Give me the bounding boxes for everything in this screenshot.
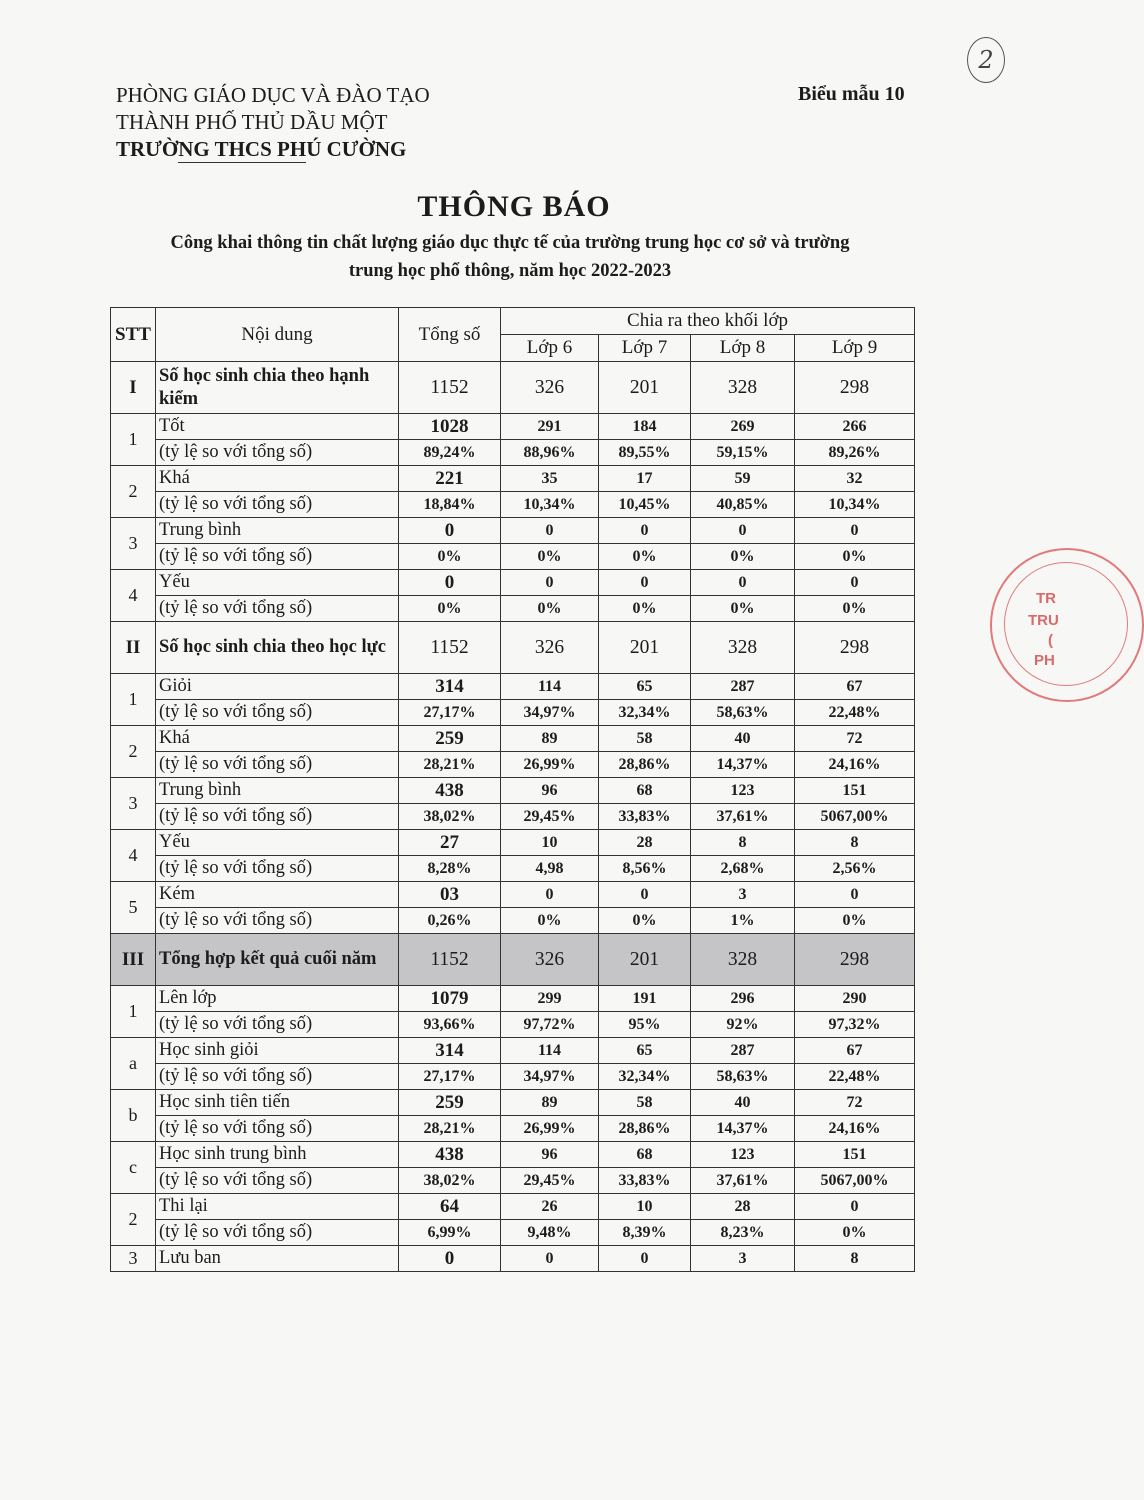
handwritten-page-number: 2 [967, 37, 1005, 83]
row-grade-cell: 33,83% [599, 1168, 691, 1194]
row-grade-cell: 10,45% [599, 492, 691, 518]
row-grade-cell: 97,32% [795, 1012, 915, 1038]
row-grade-cell: 201 [599, 934, 691, 986]
row-grade-cell: 0% [795, 908, 915, 934]
row-grade-cell: 291 [501, 414, 599, 440]
table-row [111, 986, 915, 1012]
row-stt: III [111, 934, 156, 986]
row-total-cell: 28,21% [399, 1116, 501, 1142]
row-grade-cell: 68 [599, 778, 691, 804]
table-row-ratio [111, 1220, 915, 1246]
row-total-cell: 1152 [399, 622, 501, 674]
row-grade-cell: 2,68% [691, 856, 795, 882]
row-total-cell: 0,26% [399, 908, 501, 934]
row-grade-cell: 191 [599, 986, 691, 1012]
row-total-cell: 221 [399, 466, 501, 492]
table-row-ratio [111, 752, 915, 778]
table-row [111, 830, 915, 856]
row-label: (tỷ lệ so với tổng số) [156, 596, 399, 622]
row-total-cell: 1028 [399, 414, 501, 440]
row-total-cell: 259 [399, 726, 501, 752]
row-grade-cell: 299 [501, 986, 599, 1012]
row-label: Tốt [156, 414, 399, 440]
row-grade-cell: 89 [501, 726, 599, 752]
row-grade-cell: 0 [501, 1246, 599, 1272]
row-grade-cell: 59 [691, 466, 795, 492]
row-grade-cell: 10,34% [795, 492, 915, 518]
row-stt: II [111, 622, 156, 674]
row-stt: a [111, 1038, 156, 1090]
row-grade-cell: 96 [501, 778, 599, 804]
table-row-ratio [111, 1116, 915, 1142]
table-row [111, 1142, 915, 1168]
row-total-cell: 89,24% [399, 440, 501, 466]
row-grade-cell: 14,37% [691, 1116, 795, 1142]
row-grade-cell: 5067,00% [795, 804, 915, 830]
seal-text: PH [1034, 652, 1055, 669]
school-name: TRƯỜNG THCS PHÚ CƯỜNG [116, 137, 407, 161]
row-grade-cell: 33,83% [599, 804, 691, 830]
table-row [111, 1038, 915, 1064]
table-row-ratio [111, 492, 915, 518]
row-stt: 1 [111, 414, 156, 466]
row-grade-cell: 68 [599, 1142, 691, 1168]
row-label: Giỏi [156, 674, 399, 700]
row-grade-cell: 5067,00% [795, 1168, 915, 1194]
row-total-cell: 438 [399, 1142, 501, 1168]
row-grade-cell: 67 [795, 674, 915, 700]
row-total-cell: 38,02% [399, 1168, 501, 1194]
row-grade-cell: 328 [691, 362, 795, 414]
row-grade-cell: 114 [501, 1038, 599, 1064]
row-grade-cell: 0% [599, 908, 691, 934]
row-stt: 4 [111, 830, 156, 882]
row-label: Kém [156, 882, 399, 908]
row-stt: 4 [111, 570, 156, 622]
row-total-cell: 1152 [399, 934, 501, 986]
row-grade-cell: 59,15% [691, 440, 795, 466]
row-label: (tỷ lệ so với tổng số) [156, 752, 399, 778]
row-grade-cell: 328 [691, 934, 795, 986]
row-grade-cell: 0 [599, 882, 691, 908]
row-label: Lên lớp [156, 986, 399, 1012]
table-row-ratio [111, 1012, 915, 1038]
section-row [111, 362, 915, 414]
row-grade-cell: 151 [795, 1142, 915, 1168]
row-grade-cell: 151 [795, 778, 915, 804]
row-label: Tổng hợp kết quả cuối năm [156, 934, 399, 986]
row-grade-cell: 298 [795, 622, 915, 674]
row-grade-cell: 28 [599, 830, 691, 856]
row-label: (tỷ lệ so với tổng số) [156, 1220, 399, 1246]
row-grade-cell: 10,34% [501, 492, 599, 518]
row-total-cell: 27,17% [399, 700, 501, 726]
seal-text: ( [1048, 632, 1053, 649]
row-label: (tỷ lệ so với tổng số) [156, 544, 399, 570]
org-line-1: PHÒNG GIÁO DỤC VÀ ĐÀO TẠO [116, 83, 430, 107]
row-label: (tỷ lệ so với tổng số) [156, 1064, 399, 1090]
row-grade-cell: 0% [691, 544, 795, 570]
row-grade-cell: 34,97% [501, 700, 599, 726]
row-label: Trung bình [156, 518, 399, 544]
subtitle-line-2: trung học phổ thông, năm học 2022-2023 [348, 261, 672, 281]
org-line-2: THÀNH PHỐ THỦ DẦU MỘT [116, 110, 388, 134]
row-total-cell: 259 [399, 1090, 501, 1116]
row-grade-cell: 0% [691, 596, 795, 622]
row-label: (tỷ lệ so với tổng số) [156, 492, 399, 518]
row-grade-cell: 95% [599, 1012, 691, 1038]
row-grade-cell: 58,63% [691, 700, 795, 726]
table-row-ratio [111, 544, 915, 570]
row-grade-cell: 326 [501, 622, 599, 674]
seal-text: TR [1036, 590, 1056, 607]
row-grade-cell: 0 [501, 882, 599, 908]
row-grade-cell: 298 [795, 934, 915, 986]
row-grade-cell: 290 [795, 986, 915, 1012]
table-row-ratio [111, 908, 915, 934]
row-total-cell: 314 [399, 674, 501, 700]
row-grade-cell: 89,26% [795, 440, 915, 466]
row-stt: 2 [111, 726, 156, 778]
subtitle-line-1: Công khai thông tin chất lượng giáo dục thực tế của trường trung học cơ sở và trường [170, 233, 850, 253]
table-row [111, 518, 915, 544]
table-row-ratio [111, 700, 915, 726]
row-total-cell: 28,21% [399, 752, 501, 778]
row-total-cell: 03 [399, 882, 501, 908]
row-grade-cell: 29,45% [501, 1168, 599, 1194]
row-grade-cell: 37,61% [691, 804, 795, 830]
table-row-ratio [111, 1064, 915, 1090]
row-label: Học sinh giỏi [156, 1038, 399, 1064]
row-grade-cell: 40 [691, 726, 795, 752]
row-label: Số học sinh chia theo học lực [156, 622, 399, 674]
row-grade-cell: 269 [691, 414, 795, 440]
row-grade-cell: 8,23% [691, 1220, 795, 1246]
row-total-cell: 438 [399, 778, 501, 804]
row-grade-cell: 0% [795, 1220, 915, 1246]
row-grade-cell: 328 [691, 622, 795, 674]
row-grade-cell: 29,45% [501, 804, 599, 830]
form-number: Biểu mẫu 10 [798, 83, 905, 105]
row-stt: 1 [111, 674, 156, 726]
header-grade-9: Lớp 9 [795, 335, 915, 362]
row-grade-cell: 26 [501, 1194, 599, 1220]
header-grade-6: Lớp 6 [501, 335, 599, 362]
row-label: Yếu [156, 830, 399, 856]
row-grade-cell: 201 [599, 362, 691, 414]
row-stt: 1 [111, 986, 156, 1038]
row-total-cell: 0% [399, 544, 501, 570]
row-grade-cell: 97,72% [501, 1012, 599, 1038]
row-grade-cell: 0% [501, 544, 599, 570]
row-stt: c [111, 1142, 156, 1194]
issuing-organization [116, 82, 430, 163]
row-grade-cell: 0 [795, 882, 915, 908]
table-row-ratio [111, 1168, 915, 1194]
table-row [111, 570, 915, 596]
row-total-cell: 27,17% [399, 1064, 501, 1090]
header-grade-7: Lớp 7 [599, 335, 691, 362]
table-row [111, 414, 915, 440]
row-grade-cell: 37,61% [691, 1168, 795, 1194]
row-grade-cell: 298 [795, 362, 915, 414]
row-grade-cell: 65 [599, 1038, 691, 1064]
row-grade-cell: 34,97% [501, 1064, 599, 1090]
row-label: Thi lại [156, 1194, 399, 1220]
row-grade-cell: 2,56% [795, 856, 915, 882]
row-label: Học sinh tiên tiến [156, 1090, 399, 1116]
row-label: Trung bình [156, 778, 399, 804]
row-total-cell: 27 [399, 830, 501, 856]
row-grade-cell: 8 [691, 830, 795, 856]
row-grade-cell: 32 [795, 466, 915, 492]
row-total-cell: 6,99% [399, 1220, 501, 1246]
table-row [111, 674, 915, 700]
row-grade-cell: 0 [691, 518, 795, 544]
table-row [111, 1194, 915, 1220]
row-grade-cell: 28,86% [599, 752, 691, 778]
table-row-ratio [111, 440, 915, 466]
header-total: Tổng số [399, 308, 501, 362]
row-grade-cell: 0 [599, 1246, 691, 1272]
row-total-cell: 8,28% [399, 856, 501, 882]
table-row [111, 1246, 915, 1272]
row-grade-cell: 35 [501, 466, 599, 492]
row-grade-cell: 14,37% [691, 752, 795, 778]
row-grade-cell: 287 [691, 1038, 795, 1064]
row-grade-cell: 26,99% [501, 752, 599, 778]
section-row [111, 934, 915, 986]
row-label: (tỷ lệ so với tổng số) [156, 700, 399, 726]
row-grade-cell: 8,39% [599, 1220, 691, 1246]
row-total-cell: 1079 [399, 986, 501, 1012]
table-row [111, 882, 915, 908]
header-content: Nội dung [156, 308, 399, 362]
row-grade-cell: 22,48% [795, 1064, 915, 1090]
row-total-cell: 0 [399, 518, 501, 544]
row-label: (tỷ lệ so với tổng số) [156, 1116, 399, 1142]
row-grade-cell: 72 [795, 726, 915, 752]
row-grade-cell: 28,86% [599, 1116, 691, 1142]
row-grade-cell: 0% [501, 596, 599, 622]
header-grade-group: Chia ra theo khối lớp [501, 308, 915, 335]
row-grade-cell: 0 [501, 518, 599, 544]
row-grade-cell: 0 [599, 570, 691, 596]
quality-statistics-table [110, 307, 915, 1272]
row-grade-cell: 40,85% [691, 492, 795, 518]
row-grade-cell: 0 [599, 518, 691, 544]
table-row-ratio [111, 596, 915, 622]
section-row [111, 622, 915, 674]
row-stt: 3 [111, 778, 156, 830]
row-total-cell: 0 [399, 570, 501, 596]
row-grade-cell: 0 [501, 570, 599, 596]
row-stt: 2 [111, 1194, 156, 1246]
row-label: Học sinh trung bình [156, 1142, 399, 1168]
row-stt: I [111, 362, 156, 414]
row-grade-cell: 326 [501, 362, 599, 414]
row-label: (tỷ lệ so với tổng số) [156, 804, 399, 830]
row-grade-cell: 92% [691, 1012, 795, 1038]
table-row [111, 726, 915, 752]
row-grade-cell: 114 [501, 674, 599, 700]
row-grade-cell: 32,34% [599, 1064, 691, 1090]
row-grade-cell: 3 [691, 1246, 795, 1272]
row-total-cell: 64 [399, 1194, 501, 1220]
row-label: (tỷ lệ so với tổng số) [156, 1012, 399, 1038]
row-grade-cell: 0 [795, 1194, 915, 1220]
row-label: Khá [156, 466, 399, 492]
row-grade-cell: 40 [691, 1090, 795, 1116]
row-grade-cell: 0% [501, 908, 599, 934]
row-grade-cell: 0% [599, 544, 691, 570]
row-grade-cell: 0 [795, 570, 915, 596]
row-grade-cell: 67 [795, 1038, 915, 1064]
row-grade-cell: 10 [501, 830, 599, 856]
row-grade-cell: 184 [599, 414, 691, 440]
row-grade-cell: 89 [501, 1090, 599, 1116]
row-grade-cell: 58 [599, 1090, 691, 1116]
row-grade-cell: 9,48% [501, 1220, 599, 1246]
row-total-cell: 1152 [399, 362, 501, 414]
row-grade-cell: 1% [691, 908, 795, 934]
row-label: Khá [156, 726, 399, 752]
row-total-cell: 0% [399, 596, 501, 622]
row-label: (tỷ lệ so với tổng số) [156, 1168, 399, 1194]
row-grade-cell: 58,63% [691, 1064, 795, 1090]
row-label: (tỷ lệ so với tổng số) [156, 856, 399, 882]
row-grade-cell: 123 [691, 778, 795, 804]
row-grade-cell: 4,98 [501, 856, 599, 882]
row-label: Yếu [156, 570, 399, 596]
row-grade-cell: 24,16% [795, 1116, 915, 1142]
row-grade-cell: 17 [599, 466, 691, 492]
row-grade-cell: 287 [691, 674, 795, 700]
row-grade-cell: 22,48% [795, 700, 915, 726]
row-label: Số học sinh chia theo hạnh kiểm [156, 362, 399, 414]
row-grade-cell: 326 [501, 934, 599, 986]
row-stt: 2 [111, 466, 156, 518]
row-grade-cell: 201 [599, 622, 691, 674]
row-stt: 3 [111, 1246, 156, 1272]
row-grade-cell: 0% [599, 596, 691, 622]
document-subtitle [100, 229, 920, 285]
row-grade-cell: 0% [795, 596, 915, 622]
row-grade-cell: 123 [691, 1142, 795, 1168]
row-label: (tỷ lệ so với tổng số) [156, 908, 399, 934]
row-total-cell: 18,84% [399, 492, 501, 518]
row-grade-cell: 28 [691, 1194, 795, 1220]
row-grade-cell: 72 [795, 1090, 915, 1116]
row-stt: b [111, 1090, 156, 1142]
row-total-cell: 314 [399, 1038, 501, 1064]
row-grade-cell: 0 [691, 570, 795, 596]
row-grade-cell: 266 [795, 414, 915, 440]
row-stt: 5 [111, 882, 156, 934]
table-row [111, 466, 915, 492]
row-grade-cell: 0% [795, 544, 915, 570]
row-grade-cell: 96 [501, 1142, 599, 1168]
table-row [111, 778, 915, 804]
header-stt: STT [111, 308, 156, 362]
row-grade-cell: 58 [599, 726, 691, 752]
header-grade-8: Lớp 8 [691, 335, 795, 362]
row-grade-cell: 26,99% [501, 1116, 599, 1142]
row-grade-cell: 8 [795, 1246, 915, 1272]
row-grade-cell: 88,96% [501, 440, 599, 466]
row-grade-cell: 32,34% [599, 700, 691, 726]
row-grade-cell: 0 [795, 518, 915, 544]
school-underline [178, 162, 306, 163]
row-grade-cell: 65 [599, 674, 691, 700]
table-row-ratio [111, 856, 915, 882]
row-label: Lưu ban [156, 1246, 399, 1272]
row-grade-cell: 89,55% [599, 440, 691, 466]
row-stt: 3 [111, 518, 156, 570]
table-row-ratio [111, 804, 915, 830]
row-grade-cell: 10 [599, 1194, 691, 1220]
row-total-cell: 38,02% [399, 804, 501, 830]
row-label: (tỷ lệ so với tổng số) [156, 440, 399, 466]
row-total-cell: 0 [399, 1246, 501, 1272]
document-title: THÔNG BÁO [417, 190, 611, 223]
table-row [111, 1090, 915, 1116]
row-grade-cell: 8 [795, 830, 915, 856]
official-seal [990, 548, 1144, 702]
row-total-cell: 93,66% [399, 1012, 501, 1038]
row-grade-cell: 24,16% [795, 752, 915, 778]
seal-text: TRU [1028, 612, 1059, 629]
row-grade-cell: 3 [691, 882, 795, 908]
row-grade-cell: 296 [691, 986, 795, 1012]
row-grade-cell: 8,56% [599, 856, 691, 882]
